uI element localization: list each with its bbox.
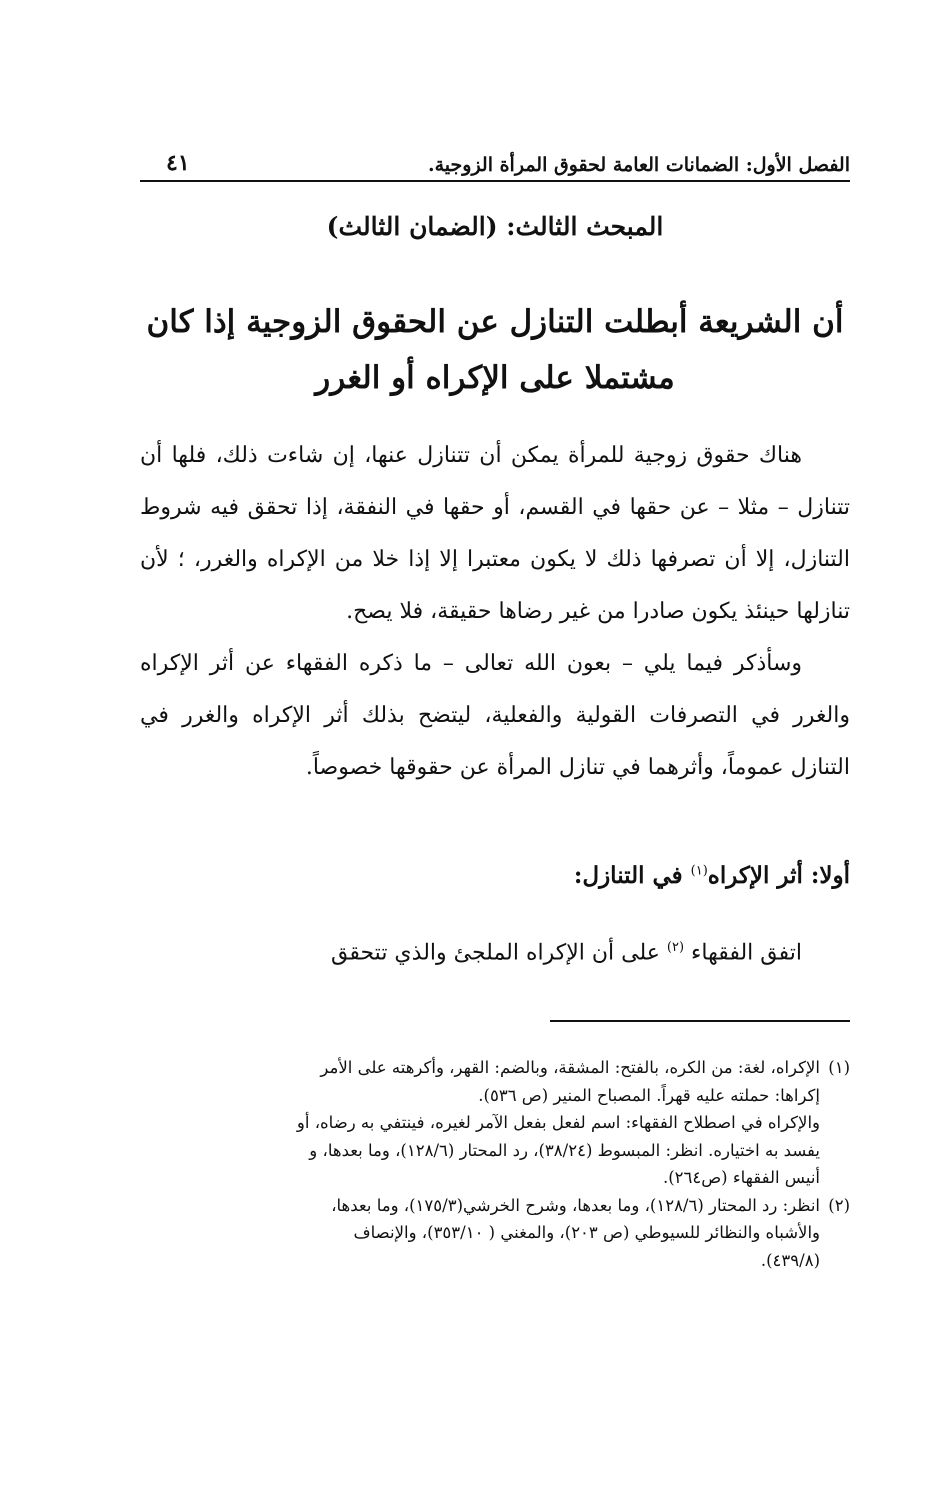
paragraph-2: وسأذكر فيما يلي – بعون الله تعالى – ما ذكره الفقهاء عن أثر الإكراه والغرر في التصرفات القولية والفعلية، ليتضح بذلك أثر الإكراه والغرر في التنازل عموماً، وأثرهما في تنازل المرأة عن حقوقها خصوصاً. [140,651,850,780]
section-label: المبحث الثالث: (الضمان الثالث) [326,212,664,241]
footnote-1 [140,1054,850,1109]
paragraph-1: هناك حقوق زوجية للمرأة يمكن أن تتنازل عنها، إن شاءت ذلك، فلها أن تتنازل – مثلا – عن حقها في القسم، أو حقها في النفقة، إذا تحقق فيه شروط التنازل، إلا أن تصرفها ذلك لا يكون معتبرا إلا إذا خلا من الإكراه والغرر، ؛ لأن تنازلها حينئذ يكون صادرا من غير رضاها حقيقة، فلا يصح. [140,443,850,624]
footnote-1-cont-line-3: أنيس الفقهاء (ص٢٦٤). [662,1168,820,1187]
footnote-ref-2: (٢) [666,940,685,955]
chapter-heading-line-1: أن الشريعة أبطلت التنازل عن الحقوق الزوجية إذا كان [146,304,844,340]
footnote-1-line-2: إكراها: حملته عليه قهراً. المصباح المنير (ص ٥٣٦). [478,1085,820,1105]
subheading-text-end: في التنازل: [573,862,691,889]
footnote-1-cont-line-2: يفسد به اختياره. انظر: المبسوط (٣٨/٢٤)، رد المحتار (١٢٨/٦)، وما بعدها، و [309,1140,820,1160]
footnote-2 [140,1192,850,1275]
footnote-1-continuation [140,1109,850,1192]
subheading-text: أولا: أثر الإكراه [707,862,850,889]
footnote-1-cont-line-1: والإكراه في اصطلاح الفقهاء: اسم لفعل بفعل الآمر لغيره، فينتفي به رضاه، أو [296,1113,820,1132]
subheading-coercion [140,862,850,889]
footnote-1-number: (١) [828,1058,850,1077]
chapter-heading-line-2: مشتملا على الإكراه أو الغرر [315,360,675,396]
footnote-2-line-3: (٤٣٩/٨). [760,1250,820,1270]
last-line-start: اتفق الفقهاء [684,940,802,966]
chapter-heading [140,294,850,406]
footnote-1-line-1: الإكراه، لغة: من الكره، بالفتح: المشقة، وبالضم: القهر، وأكرهته على الأمر [320,1058,820,1077]
last-line-end: على أن الإكراه الملجئ والذي تتحقق [331,940,667,966]
book-page [140,0,850,1494]
body-text [140,430,850,794]
footnote-2-line-2: والأشباه والنظائر للسيوطي (ص ٢٠٣)، والمغني ( ٣٥٣/١٠)، والإنصاف [353,1223,820,1242]
footnote-2-line-1: انظر: رد المحتار (١٢٨/٦)، وما بعدها، وشرح الخرشي(١٧٥/٣)، وما بعدها، [331,1195,820,1215]
running-header-title: الفصل الأول: الضمانات العامة لحقوق المرأة الزوجية. [427,154,850,176]
footnote-divider [550,1020,850,1022]
body-last-line [140,928,850,973]
running-header [140,146,850,182]
footnote-ref-1: (١) [690,863,708,879]
footnotes [140,1054,850,1274]
footnote-2-number: (٢) [828,1195,850,1215]
page-number: ٤١ [166,150,190,176]
